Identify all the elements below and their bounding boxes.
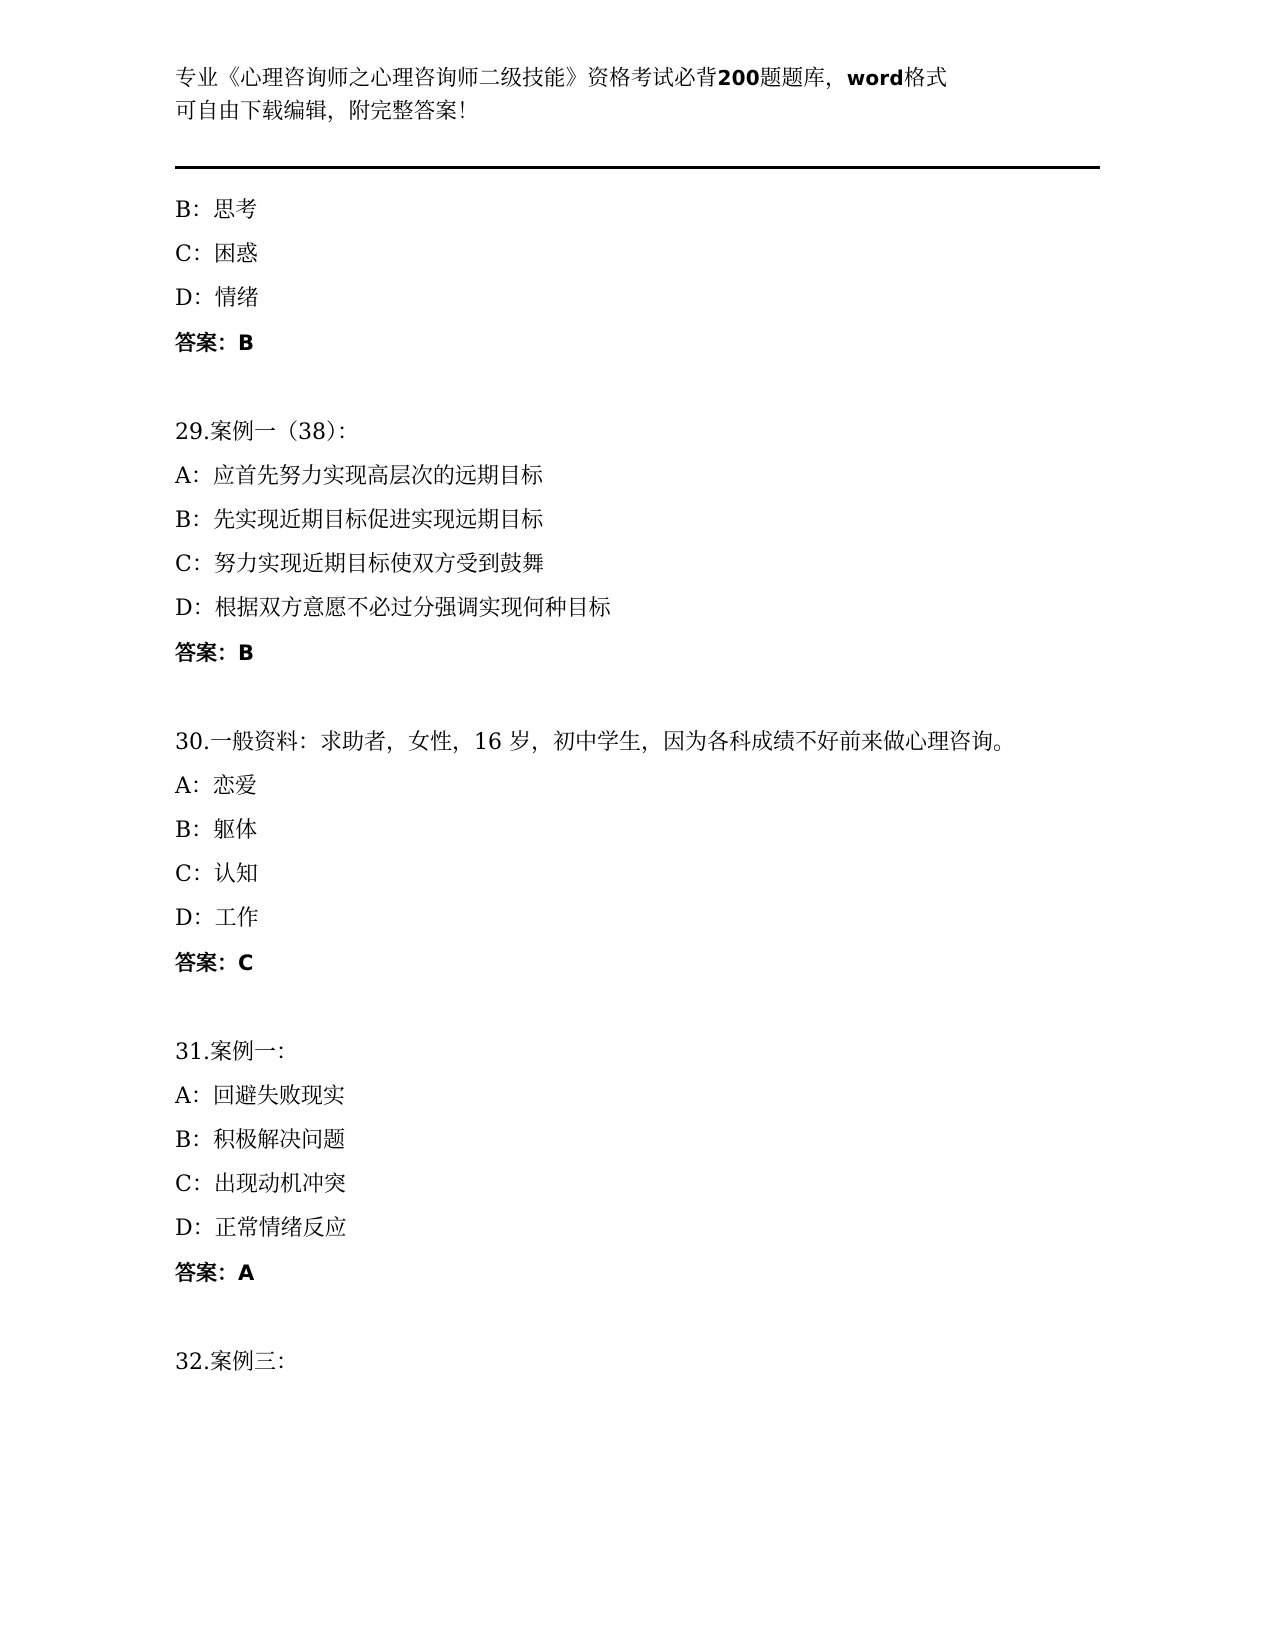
option-item: B：先实现近期目标促进实现远期目标	[175, 508, 544, 533]
answer-line	[175, 1251, 1100, 1295]
answer-line	[175, 631, 1100, 675]
question-list	[175, 189, 1100, 1385]
option-item: C：困惑	[175, 242, 258, 267]
question-block	[175, 721, 1100, 985]
option-item: A：应首先努力实现高层次的远期目标	[175, 464, 543, 489]
option-item: D：根据双方意愿不必过分强调实现何种目标	[175, 596, 611, 621]
answer-value: C	[238, 951, 254, 975]
question-stem: 30.一般资料：求助者，女性，16 岁，初中学生，因为各科成绩不好前来做心理咨询。	[175, 730, 1015, 755]
answer-value: A	[238, 1261, 255, 1285]
question-stem: 29.案例一（38）：	[175, 420, 359, 445]
answer-value: B	[238, 641, 255, 665]
option-item: B：积极解决问题	[175, 1128, 346, 1153]
header-line2: 可自由下载编辑，附完整答案！	[175, 99, 479, 124]
header-line1-part2: 题题库，	[759, 66, 847, 91]
option-item: C：努力实现近期目标使双方受到鼓舞	[175, 552, 544, 577]
option-item: A：恋爱	[175, 774, 257, 799]
answer-label: 答案：	[175, 331, 238, 355]
header-line1-bold-count: 200	[717, 66, 760, 90]
header-line1-part1: 专业《心理咨询师之心理咨询师二级技能》资格考试必背	[175, 66, 718, 91]
header-divider	[175, 166, 1100, 169]
option-item: C：认知	[175, 862, 258, 887]
question-block	[175, 411, 1100, 675]
question-block	[175, 1341, 1100, 1385]
question-stem: 31.案例一：	[175, 1040, 298, 1065]
option-item: D：情绪	[175, 286, 259, 311]
answer-line	[175, 941, 1100, 985]
option-item: D：正常情绪反应	[175, 1216, 347, 1241]
option-item: B：躯体	[175, 818, 258, 843]
option-item: D：工作	[175, 906, 259, 931]
document-header	[175, 62, 1100, 128]
header-line1-part3: 格式	[903, 66, 948, 91]
answer-label: 答案：	[175, 951, 238, 975]
answer-label: 答案：	[175, 641, 238, 665]
answer-line	[175, 321, 1100, 365]
option-item: B：思考	[175, 198, 258, 223]
question-block	[175, 189, 1100, 365]
document-content	[175, 62, 1100, 1431]
answer-value: B	[238, 331, 255, 355]
option-item: A：回避失败现实	[175, 1084, 345, 1109]
header-line1-bold-format: word	[846, 66, 904, 90]
option-item: C：出现动机冲突	[175, 1172, 346, 1197]
question-stem: 32.案例三：	[175, 1350, 298, 1375]
answer-label: 答案：	[175, 1261, 238, 1285]
question-block	[175, 1031, 1100, 1295]
